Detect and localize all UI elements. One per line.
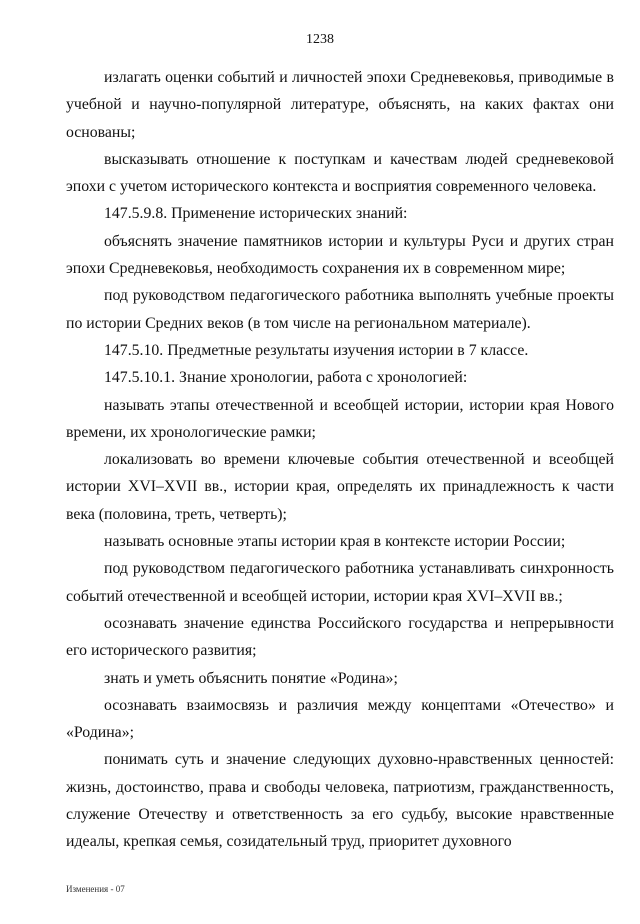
paragraph: называть этапы отечественной и всеобщей истории, истории края Нового времени, их хронологические рамки; (66, 396, 614, 441)
footer-revision-note: Изменения - 07 (66, 884, 125, 894)
paragraph: понимать суть и значение следующих духовно-нравственных ценностей: жизнь, достоинство, права и свободы человека, патриотизм, гражданственность, служение Отечеству и ответственность за его судьбу, высокие нравственные идеалы, крепкая семья, созидательный труд, приоритет духовного (66, 751, 614, 851)
paragraph: осознавать взаимосвязь и различия между концептами «Отечество» и «Родина»; (66, 696, 614, 742)
paragraph: локализовать во времени ключевые события отечественной и всеобщей истории XVI–XVII вв., истории края, определять их принадлежность к части века (половина, треть, четверть); (66, 451, 614, 523)
paragraph: осознавать значение единства Российского государства и непрерывности его исторического развития; (66, 614, 614, 660)
document-body (66, 64, 614, 856)
paragraph: излагать оценки событий и личностей эпохи Средневековья, приводимые в учебной и научно-популярной литературе, объяснять, на каких фактах они основаны; (66, 69, 614, 141)
paragraph: под руководством педагогического работника устанавливать синхронность событий отечественной и всеобщей истории, истории края XVI–XVII вв.; (66, 560, 614, 605)
page-number: 1238 (306, 32, 334, 47)
paragraph: объяснять значение памятников истории и культуры Руси и других стран эпохи Средневековья, необходимость сохранения их в современном мире; (66, 232, 614, 278)
paragraph: знать и уметь объяснить понятие «Родина»; (104, 669, 398, 687)
paragraph: под руководством педагогического работника выполнять учебные проекты по истории Средних веков (в том числе на региональном материале). (66, 287, 614, 332)
section-heading: 147.5.10. Предметные результаты изучения истории в 7 классе. (104, 341, 529, 359)
paragraph: высказывать отношение к поступкам и качествам людей средневековой эпохи с учетом исторического контекста и восприятия современного человека. (66, 150, 614, 196)
section-heading: 147.5.10.1. Знание хронологии, работа с хронологией: (104, 369, 468, 387)
paragraph: называть основные этапы истории края в контексте истории России; (104, 533, 566, 551)
section-heading: 147.5.9.8. Применение исторических знаний: (104, 205, 408, 223)
